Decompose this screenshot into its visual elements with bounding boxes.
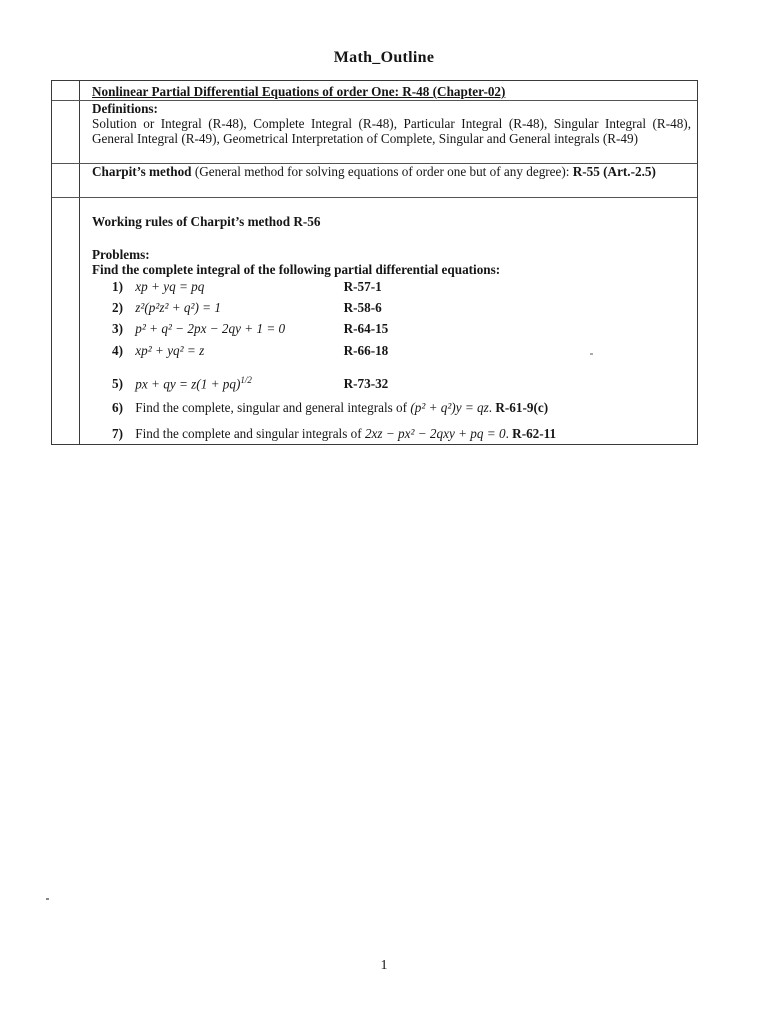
problem-equation [135, 375, 340, 392]
problem-reference: R-73-32 [343, 376, 389, 392]
problem-equation: 2xz − px² − 2qxy + pq = 0 [364, 426, 506, 441]
problem-item [112, 375, 388, 393]
problem-text: Find the complete and singular integrals of [135, 426, 365, 441]
charpit-reference: R-55 (Art.-2.5) [572, 164, 656, 179]
problem-reference: R-58-6 [343, 300, 382, 315]
problem-item: 6) Find the complete, singular and general integrals of (p² + q²)y = qz. R-61-9(c) [112, 400, 549, 415]
problem-equation: (p² + q²)y = qz [410, 400, 489, 415]
problem-number: 6) [112, 400, 123, 415]
problem-item [112, 343, 388, 361]
problem-number: 3) [112, 321, 123, 336]
document-title: Math_Outline [333, 49, 435, 66]
problem-item [112, 321, 388, 339]
problem-item [112, 279, 382, 297]
problem-reference: R-66-18 [343, 343, 389, 358]
row-divider [52, 197, 697, 198]
page-number: 1 [380, 958, 388, 973]
definitions-cell [92, 101, 691, 146]
problem-reference: R-61-9(c) [495, 400, 549, 415]
problem-number: 2) [112, 300, 123, 315]
definitions-text: Solution or Integral (R-48), Complete Integral (R-48), Particular Integral (R-48), Singular Integral (R-48), General Integral (R-49), Geometrical Interpretation of Complete, Singular and General integrals (R-49) [92, 116, 691, 146]
section-header: Nonlinear Partial Differential Equations of order One: R-48 (Chapter-02) [92, 84, 506, 99]
charpit-heading: Charpit’s method [92, 164, 192, 179]
problem-number: 7) [112, 426, 123, 441]
scan-speck [590, 353, 593, 355]
problem-text: Find the complete, singular and general integrals of [135, 400, 411, 415]
outline-table [51, 80, 698, 445]
problem-equation: xp² + yq² = z [135, 343, 205, 358]
problem-number: 1) [112, 279, 123, 294]
problem-reference: R-57-1 [343, 279, 382, 294]
problem-number: 4) [112, 343, 123, 358]
problem-reference: R-62-11 [512, 426, 557, 441]
number-column-divider [79, 81, 80, 444]
problem-reference: R-64-15 [343, 321, 389, 336]
equation-base: px + qy = z(1 + pq) [135, 376, 241, 392]
problem-equation: z²(p²z² + q²) = 1 [135, 300, 221, 315]
problem-item: 7) Find the complete and singular integrals of 2xz − px² − 2qxy + pq = 0. R-62-11 [112, 426, 557, 441]
problems-instruction: Find the complete integral of the following partial differential equations: [92, 262, 501, 277]
problem-equation: xp + yq = pq [135, 279, 205, 294]
scan-speck [46, 898, 49, 900]
problem-item [112, 300, 382, 318]
equation-exponent: 1/2 [240, 375, 252, 385]
charpit-cell [92, 164, 691, 179]
problems-heading: Problems: [92, 247, 150, 262]
definitions-heading: Definitions: [92, 101, 158, 116]
working-rules: Working rules of Charpit’s method R-56 [92, 214, 321, 229]
charpit-description: (General method for solving equations of order one but of any degree): [191, 164, 573, 179]
problem-equation: p² + q² − 2px − 2qy + 1 = 0 [135, 321, 286, 336]
problem-number: 5) [112, 376, 123, 392]
